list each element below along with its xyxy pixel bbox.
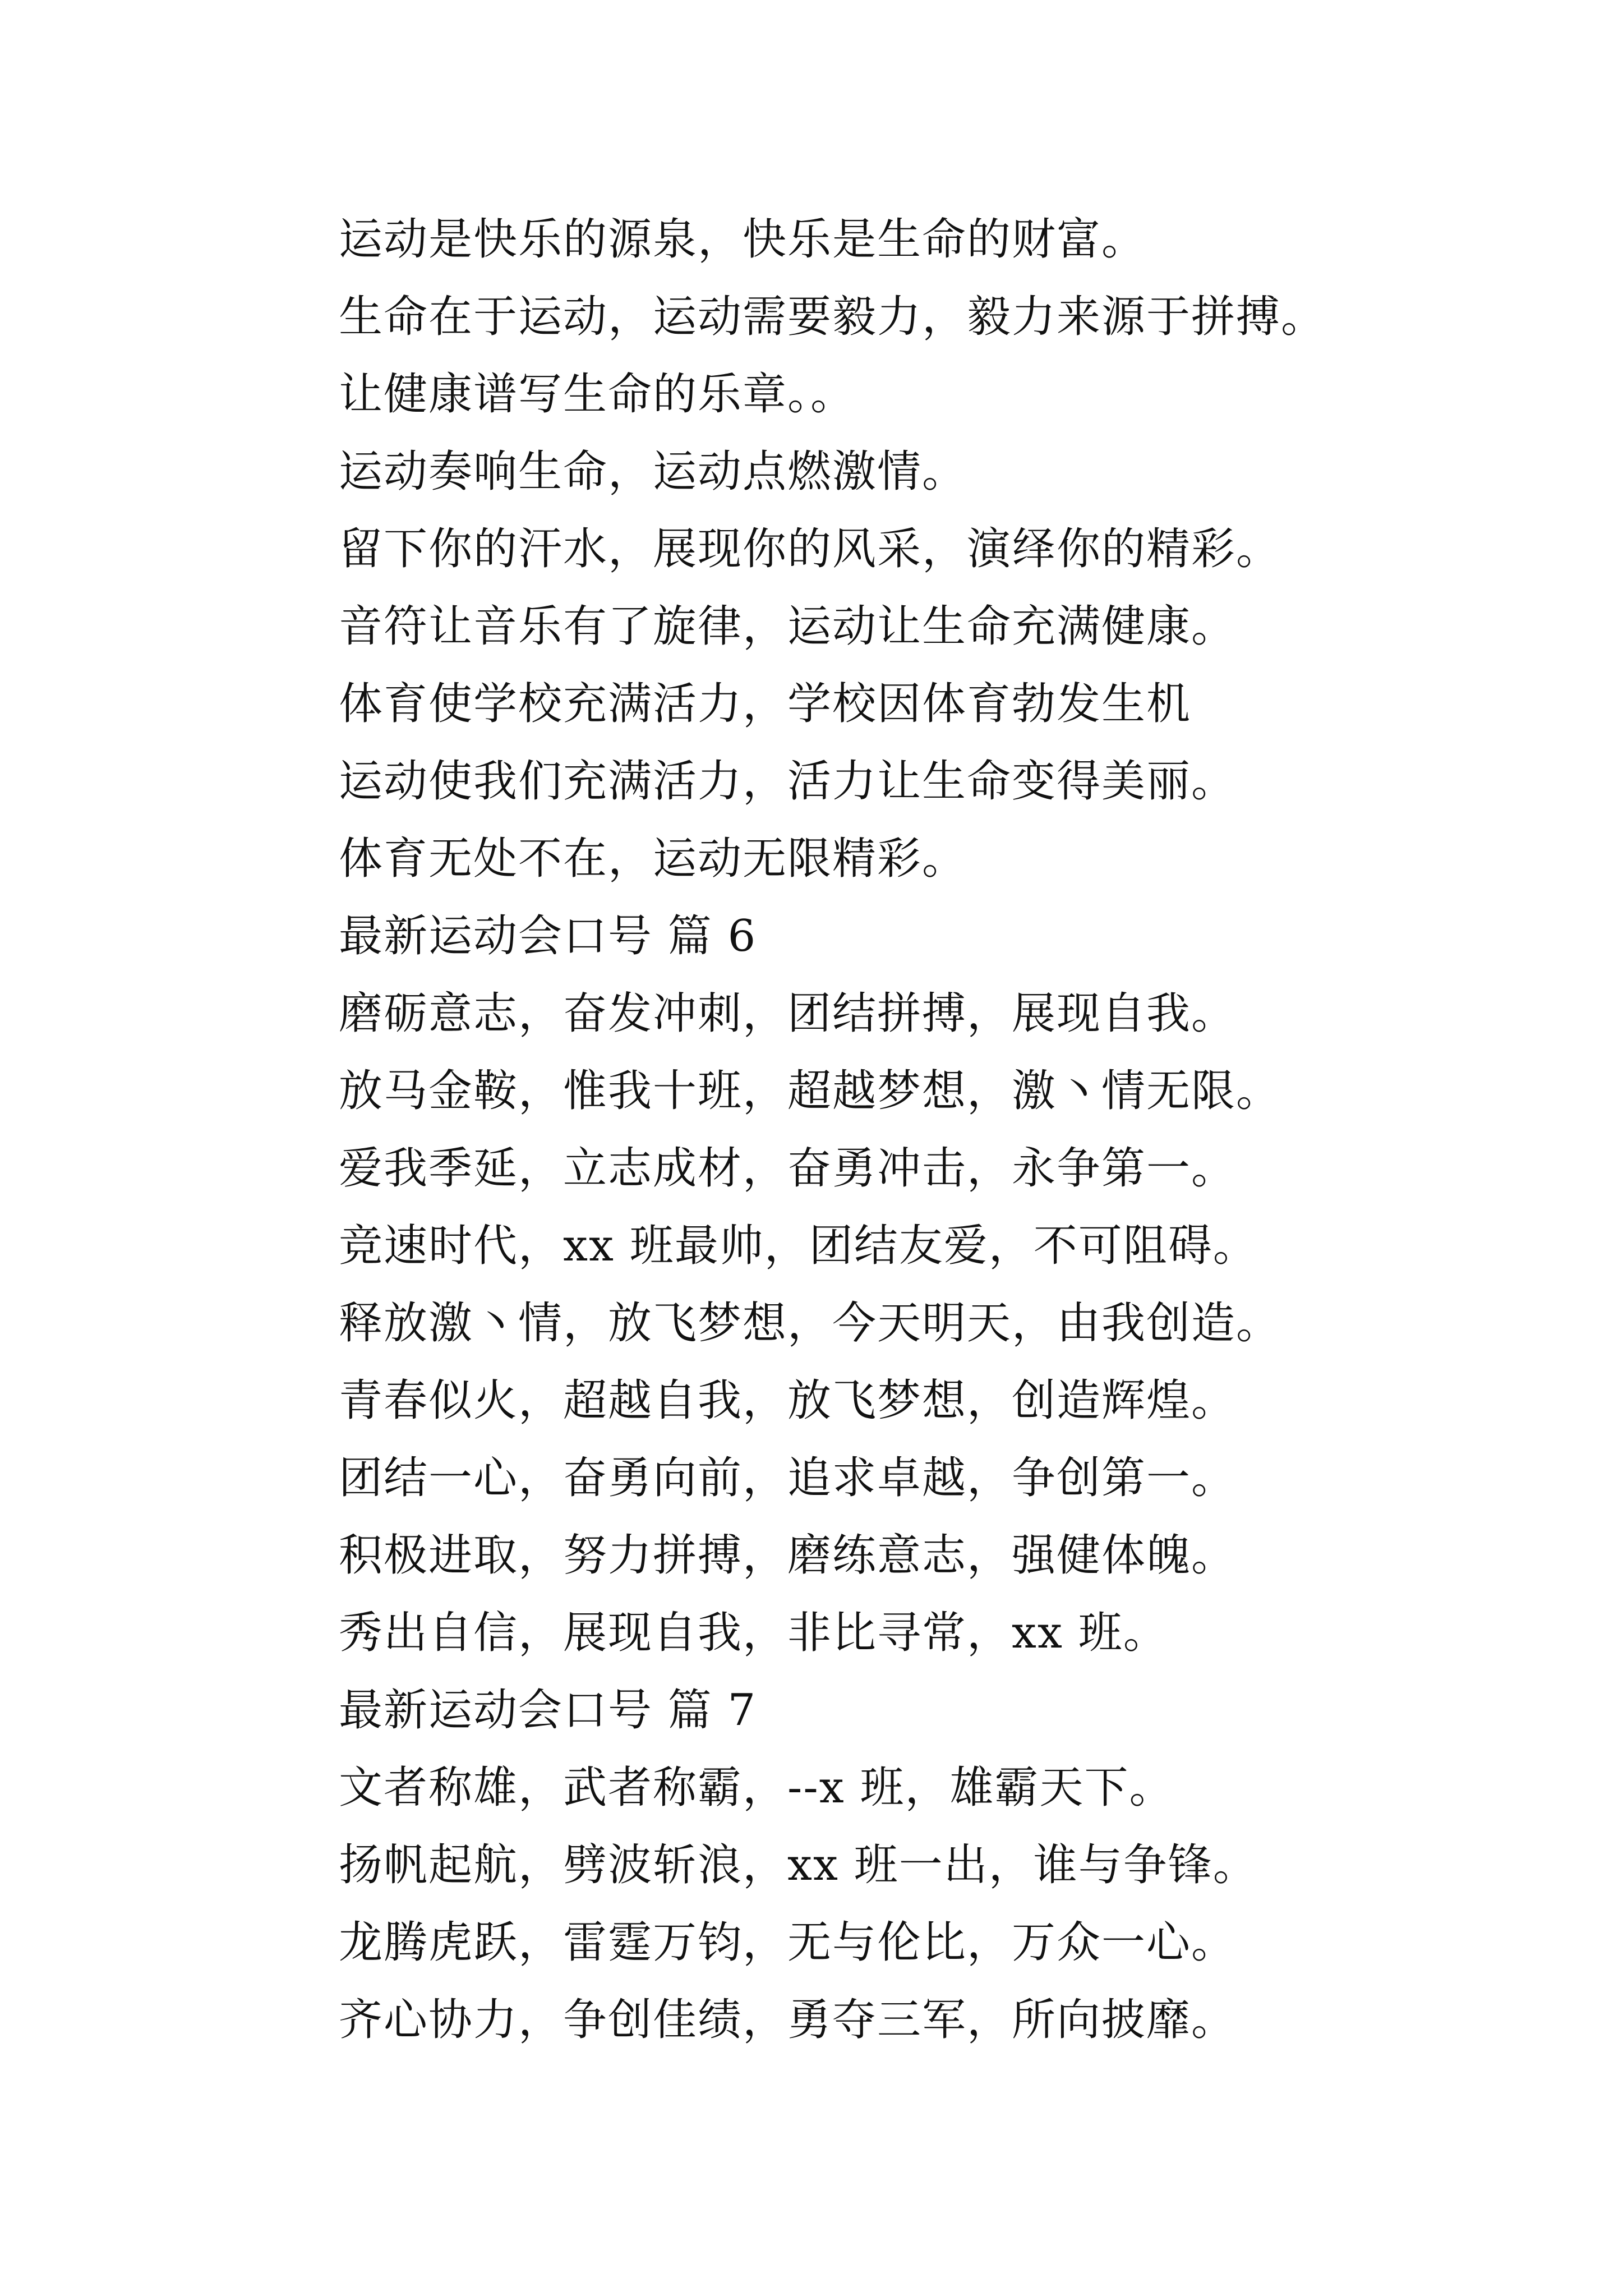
text-line: 音符让音乐有了旋律，运动让生命充满健康。 xyxy=(339,601,1237,652)
text-line: 爱我季延，立志成材，奋勇冲击，永争第一。 xyxy=(339,1143,1237,1194)
text-line: 释放激丶情，放飞梦想，今天明天，由我创造。 xyxy=(339,1298,1281,1349)
document-body xyxy=(339,201,1573,2059)
text-line: 齐心协力，争创佳绩，勇夺三军，所向披靡。 xyxy=(339,1995,1237,2045)
text-line: 生命在于运动，运动需要毅力，毅力来源于拼搏。 xyxy=(339,292,1326,342)
text-line: 体育使学校充满活力，学校因体育勃发生机 xyxy=(339,679,1192,729)
text-line: 让健康谱写生命的乐章。。 xyxy=(339,369,856,420)
text-line: 扬帆起航，劈波斩浪，xx 班一出，谁与争锋。 xyxy=(339,1840,1258,1890)
text-line: 竞速时代，xx 班最帅，团结友爱，不可阻碍。 xyxy=(339,1221,1258,1271)
text-line: 秀出自信，展现自我，非比寻常，xx 班。 xyxy=(339,1608,1168,1658)
text-line: 运动是快乐的源泉，快乐是生命的财富。 xyxy=(339,214,1147,265)
text-line: 龙腾虎跃，雷霆万钧，无与伦比，万众一心。 xyxy=(339,1917,1237,1968)
text-line: 运动使我们充满活力，活力让生命变得美丽。 xyxy=(339,756,1237,807)
text-line: 团结一心，奋勇向前，追求卓越，争创第一。 xyxy=(339,1453,1237,1503)
text-line: 磨砺意志，奋发冲刺，团结拼搏，展现自我。 xyxy=(339,988,1237,1039)
text-line: 文者称雄，武者称霸，--x 班，雄霸天下。 xyxy=(339,1763,1174,1813)
text-line: 运动奏响生命，运动点燃激情。 xyxy=(339,447,967,497)
section-heading: 最新运动会口号 篇 7 xyxy=(339,1685,757,1736)
text-line: 留下你的汗水，展现你的风采，演绎你的精彩。 xyxy=(339,524,1281,574)
text-line: 积极进取，努力拼搏，磨练意志，强健体魄。 xyxy=(339,1530,1237,1581)
text-line: 体育无处不在，运动无限精彩。 xyxy=(339,834,967,884)
text-line: 青春似火，超越自我，放飞梦想，创造辉煌。 xyxy=(339,1375,1237,1426)
text-line: 放马金鞍，惟我十班，超越梦想，激丶情无限。 xyxy=(339,1066,1281,1116)
section-heading: 最新运动会口号 篇 6 xyxy=(339,911,757,961)
